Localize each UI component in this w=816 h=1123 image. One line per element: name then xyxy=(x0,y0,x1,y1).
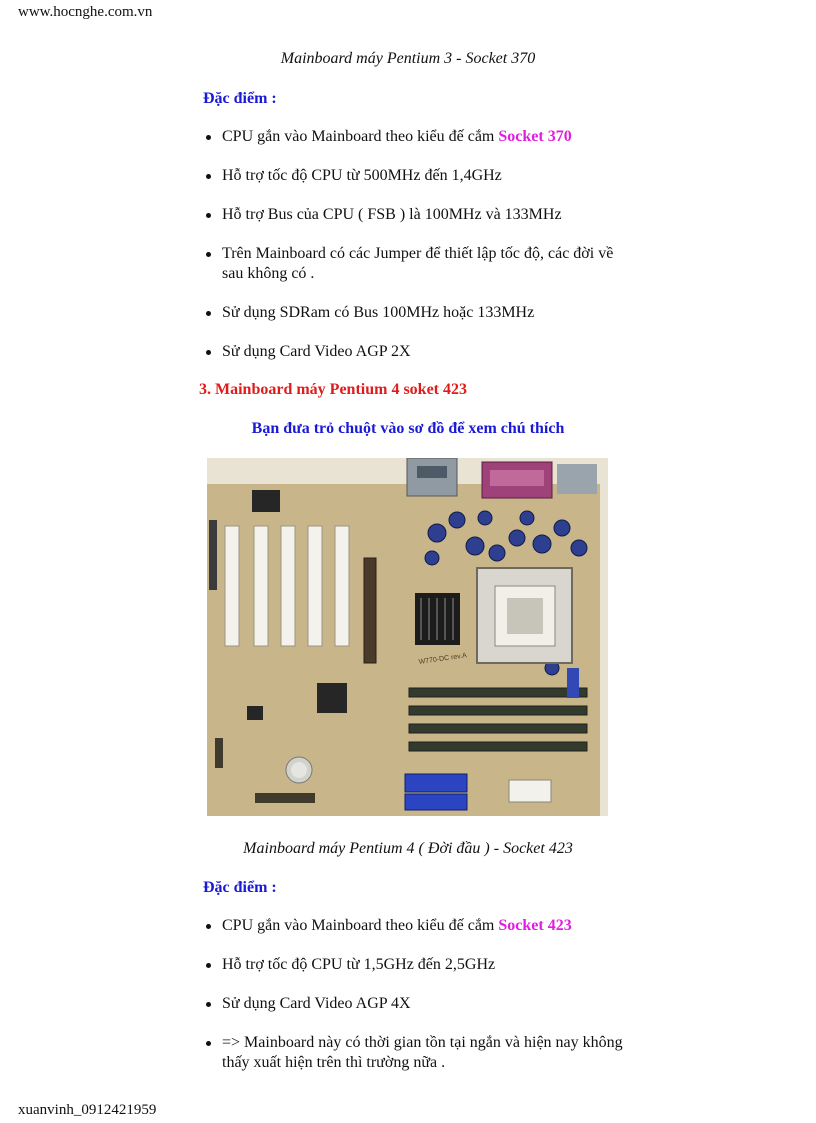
pci-slot xyxy=(225,526,239,646)
list-item xyxy=(202,166,632,186)
list-item-text: Hỗ trợ tốc độ CPU từ 500MHz đến 1,4GHz xyxy=(222,167,502,184)
list-item xyxy=(202,955,632,975)
ram-slot xyxy=(409,688,587,697)
list-item-text: Sử dụng SDRam có Bus 100MHz hoặc 133MHz xyxy=(222,304,535,321)
list-item-text: Trên Mainboard có các Jumper để thiết lập tốc độ, các đời về sau không có . xyxy=(222,245,614,282)
figure-caption-pentium4: Mainboard máy Pentium 4 ( Đời đầu ) - Socket 423 xyxy=(243,840,573,857)
mainboard-image[interactable] xyxy=(207,458,608,816)
pci-slot xyxy=(335,526,349,646)
power-connector xyxy=(509,780,551,802)
features-list-1 xyxy=(202,127,632,381)
list-item-text: Hỗ trợ Bus của CPU ( FSB ) là 100MHz và 133MHz xyxy=(222,206,562,223)
board-model-label: W770-DC rev.A xyxy=(418,652,468,666)
agp-slot xyxy=(364,558,376,663)
features-list-2 xyxy=(202,916,632,1092)
list-item-text: Sử dụng Card Video AGP 4X xyxy=(222,995,411,1012)
list-item-text: CPU gắn vào Mainboard theo kiểu đế cắm xyxy=(222,128,499,145)
ide-connector xyxy=(405,774,467,792)
site-url: www.hocnghe.com.vn xyxy=(18,4,153,20)
figure-caption-pentium3: Mainboard máy Pentium 3 - Socket 370 xyxy=(280,50,536,67)
list-item-text: Sử dụng Card Video AGP 2X xyxy=(222,343,411,360)
list-item-text: => Mainboard này có thời gian tồn tại ngắn và hiện nay không thấy xuất hiện trên thì trường nữa . xyxy=(222,1034,623,1071)
list-item xyxy=(202,916,632,936)
list-item xyxy=(202,1033,632,1073)
ide-connector xyxy=(405,794,467,810)
footer-author: xuanvinh_0912421959 xyxy=(18,1102,157,1118)
list-item xyxy=(202,127,632,147)
ram-slot xyxy=(409,742,587,751)
features-heading-1: Đặc điểm : xyxy=(203,90,277,107)
southbridge-chip xyxy=(317,683,347,713)
ram-slot xyxy=(409,706,587,715)
socket-highlight: Socket 370 xyxy=(498,128,572,145)
list-item xyxy=(202,303,632,323)
pci-slot xyxy=(254,526,268,646)
list-item-text: CPU gắn vào Mainboard theo kiểu đế cắm xyxy=(222,917,499,934)
list-item xyxy=(202,994,632,1014)
list-item-text: Hỗ trợ tốc độ CPU từ 1,5GHz đến 2,5GHz xyxy=(222,956,496,973)
pci-slot xyxy=(308,526,322,646)
pci-slot xyxy=(281,526,295,646)
hover-hint: Bạn đưa trỏ chuột vào sơ đồ để xem chú thích xyxy=(251,420,565,437)
list-item xyxy=(202,205,632,225)
features-heading-2: Đặc điểm : xyxy=(203,879,277,896)
list-item xyxy=(202,342,632,362)
section-title: 3. Mainboard máy Pentium 4 soket 423 xyxy=(199,381,467,398)
ram-slot xyxy=(409,724,587,733)
list-item xyxy=(202,244,632,284)
socket-highlight: Socket 423 xyxy=(498,917,572,934)
